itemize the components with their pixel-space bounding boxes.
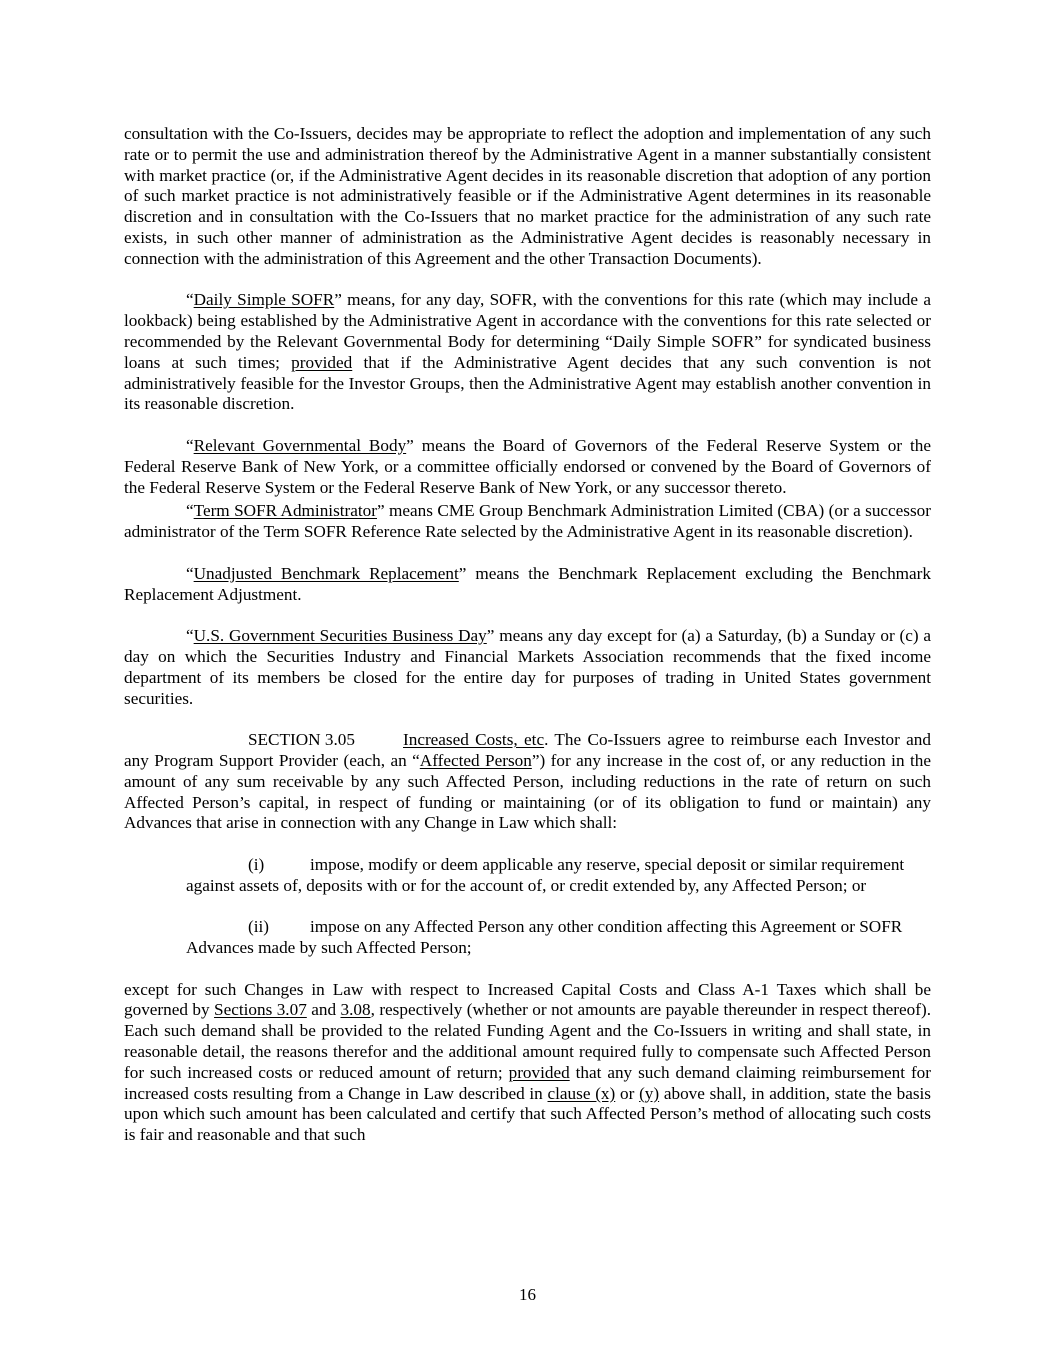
provided-emphasis: provided — [291, 352, 353, 372]
list-item-i: (i) impose, modify or deem applicable any reserve, special deposit or similar requirement against assets of, deposits with or for the account of, or credit extended by, any Affected Person; or — [186, 854, 905, 895]
list-item-ii: (ii) impose on any Affected Person any other condition affecting this Agreement or SOFR Advances made by such Affected Person; — [186, 917, 903, 958]
definition-relevant-governmental-body: “Relevant Governmental Body” means the Board of Governors of the Federal Reserve System or the Federal Reserve Bank of New York, or a committee officially endorsed or convened by the Board of Governors of the Federal Reserve System or the Federal Reserve Bank of New York, or any successor thereto. — [124, 435, 931, 497]
defined-term: Affected Person — [419, 750, 532, 770]
defined-term: Daily Simple SOFR — [193, 290, 335, 310]
page-number: 16 — [519, 1285, 536, 1304]
cross-reference: Sections 3.07 — [214, 1000, 307, 1020]
list-item-number: (ii) — [248, 917, 269, 937]
definition-daily-simple-sofr: “Daily Simple SOFR” means, for any day, SOFR, with the conventions for this rate (which may include a lookback) being established by the Administrative Agent in accordance with the conventions for this rate selected or recommended by the Relevant Governmental Body for determining “Daily Simple SOFR” for syndicated business loans at such times; provided that if the Administrative Agent decides that any such convention is not administratively feasible for the Investor Groups, then the Administrative Agent may establish another convention in its reasonable discretion. — [124, 290, 932, 414]
section-number: SECTION 3.05 — [248, 730, 355, 750]
cross-reference: (y) — [639, 1083, 660, 1103]
cross-reference: clause (x) — [547, 1083, 616, 1103]
defined-term: Relevant Governmental Body — [193, 435, 407, 455]
definition-unadjusted-benchmark-replacement: “Unadjusted Benchmark Replacement” means the Benchmark Replacement excluding the Benchmark Replacement Adjustment. — [124, 563, 931, 604]
list-item-number: (i) — [248, 854, 265, 874]
definition-us-government-securities-business-day: “U.S. Government Securities Business Day” means any day except for (a) a Saturday, (b) a Sunday or (c) a day on which the Securities Industry and Financial Markets Association recommends that the fixed income department of its members be closed for the entire day for purposes of trading in United States government securities. — [124, 626, 931, 708]
defined-term: Unadjusted Benchmark Replacement — [193, 563, 459, 583]
paragraph-except: except for such Changes in Law with respect to Increased Capital Costs and Class A-1 Taxes which shall be governed by Sections 3.07 and 3.08, respectively (whether or not amounts are payable thereunder in respect thereof). Each such demand shall be provided to the related Funding Agent and the Co-Issuers in writing and shall state, in reasonable detail, the reasons therefor and the additional amount required fully to compensate such Affected Person for such increased costs or reduced amount of return; provided that any such demand claiming reimbursement for increased costs resulting from a Change in Law described in clause (x) or (y) above shall, in addition, state the basis upon which such amount has been calculated and certify that such Affected Person’s method of allocating such costs is fair and reasonable and that such — [124, 979, 931, 1145]
definition-term-sofr-administrator: “Term SOFR Administrator” means CME Group Benchmark Administration Limited (CBA) (or a successor administrator of the Term SOFR Reference Rate selected by the Administrative Agent in its reasonable discretion). — [124, 501, 931, 542]
defined-term: Term SOFR Administrator — [193, 501, 377, 521]
cross-reference: 3.08 — [340, 1000, 371, 1020]
paragraph-continuation: consultation with the Co-Issuers, decides may be appropriate to reflect the adoption and implementation of any such rate or to permit the use and administration thereof by the Administrative Agent in a manner substantially consistent with market practice (or, if the Administrative Agent decides in its reasonable discretion that adoption of any portion of such market practice is not administratively feasible or if the Administrative Agent determines in its reasonable discretion and in consultation with the Co-Issuers that no market practice for the administration of any such rate exists, in such other manner of administration as the Administrative Agent decides is reasonably necessary in connection with the administration of this Agreement and the other Transaction Documents). — [124, 124, 931, 268]
section-3-05: SECTION 3.05 Increased Costs, etc. The Co-Issuers agree to reimburse each Investor and any Program Support Provider (each, an “Affected Person”) for any increase in the cost of, or any reduction in the amount of any sum receivable by any such Affected Person, including reductions in the rate of return on such Affected Person’s capital, in respect of funding or maintaining (or of its obligation to fund or maintain) any Advances that arise in connection with any Change in Law which shall: — [124, 730, 931, 833]
defined-term: U.S. Government Securities Business Day — [193, 626, 487, 646]
document-body — [124, 124, 931, 1146]
provided-emphasis: provided — [508, 1062, 570, 1082]
section-heading: Increased Costs, etc — [403, 730, 545, 750]
